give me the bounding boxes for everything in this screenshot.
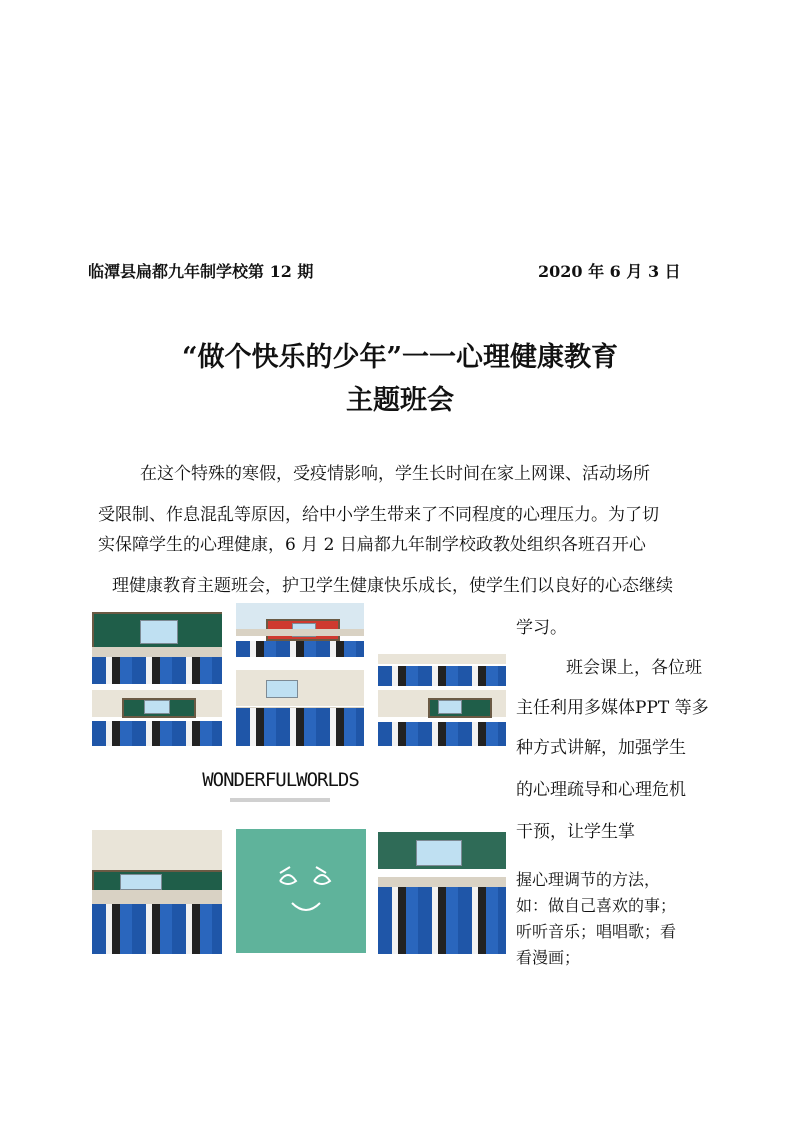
classroom-photo-6 xyxy=(378,690,506,746)
collage-wordmark: WONDERFULWORLDS xyxy=(202,769,359,791)
wordmark-underline xyxy=(230,798,330,802)
issue-date: 2020 年 6 月 3 日 xyxy=(538,262,681,281)
right-small-line-1: 握心理调节的方法， xyxy=(516,870,661,889)
body-line-1: 在这个特殊的寒假，受疫情影响，学生长时间在家上网课、活动场所 xyxy=(140,464,650,484)
right-line-5: 的心理疏导和心理危机 xyxy=(516,780,686,800)
right-small-line-2: 如：做自己喜欢的事； xyxy=(516,896,677,915)
issue-label: 临潭县扁都九年制学校第 12 期 xyxy=(88,262,314,281)
right-line-3: 主任利用多媒体PPT 等多 xyxy=(516,698,709,718)
classroom-photo-4 xyxy=(92,690,222,746)
classroom-photo-1 xyxy=(92,612,222,684)
body-line-4: 理健康教育主题班会，护卫学生健康快乐成长，使学生们以良好的心态继续 xyxy=(112,576,673,596)
chalkboard-smiley-photo xyxy=(236,829,366,953)
right-line-6: 干预，让学生掌 xyxy=(516,822,635,842)
classroom-photo-3 xyxy=(378,654,506,686)
right-small-line-4: 看漫画； xyxy=(516,948,581,967)
classroom-photo-5 xyxy=(236,670,364,746)
smiley-drawing-icon xyxy=(236,829,366,953)
right-line-4: 种方式讲解，加强学生 xyxy=(516,738,686,758)
classroom-photo-7 xyxy=(92,830,222,954)
body-line-2: 受限制、作息混乱等原因，给中小学生带来了不同程度的心理压力。为了切 xyxy=(98,505,659,525)
classroom-photo-2 xyxy=(236,603,364,657)
right-small-line-3: 听听音乐；唱唱歌；看 xyxy=(516,922,677,941)
page-title-line2: 主题班会 xyxy=(346,385,454,416)
right-line-1: 学习。 xyxy=(516,618,567,638)
classroom-photo-8 xyxy=(378,832,506,954)
right-line-2: 班会课上，各位班 xyxy=(566,658,702,678)
page-title-line1: “做个快乐的少年”一一心理健康教育 xyxy=(181,342,619,373)
body-line-3: 实保障学生的心理健康，6 月 2 日扁都九年制学校政教处组织各班召开心 xyxy=(98,535,646,555)
